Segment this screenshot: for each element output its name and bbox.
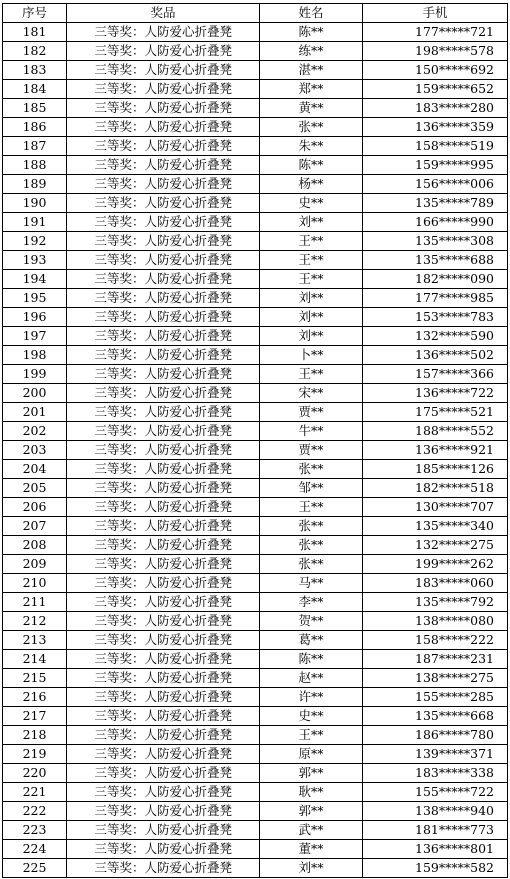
header-row bbox=[3, 4, 508, 23]
table-row bbox=[3, 346, 508, 365]
cell-seq: 207 bbox=[3, 517, 67, 536]
cell-seq: 194 bbox=[3, 270, 67, 289]
table-row bbox=[3, 308, 508, 327]
cell-prize: 三等奖：人防爱心折叠凳 bbox=[67, 99, 260, 118]
cell-phone: 132*****275 bbox=[363, 536, 508, 555]
cell-name: 史** bbox=[260, 707, 363, 726]
cell-prize: 三等奖：人防爱心折叠凳 bbox=[67, 764, 260, 783]
cell-prize: 三等奖：人防爱心折叠凳 bbox=[67, 327, 260, 346]
header-seq: 序号 bbox=[3, 4, 67, 23]
cell-prize: 三等奖：人防爱心折叠凳 bbox=[67, 251, 260, 270]
cell-phone: 199*****262 bbox=[363, 555, 508, 574]
table-row bbox=[3, 42, 508, 61]
cell-phone: 182*****090 bbox=[363, 270, 508, 289]
cell-prize: 三等奖：人防爱心折叠凳 bbox=[67, 270, 260, 289]
cell-phone: 136*****359 bbox=[363, 118, 508, 137]
cell-prize: 三等奖：人防爱心折叠凳 bbox=[67, 498, 260, 517]
cell-name: 李** bbox=[260, 593, 363, 612]
cell-prize: 三等奖：人防爱心折叠凳 bbox=[67, 156, 260, 175]
table-row bbox=[3, 365, 508, 384]
winners-table bbox=[2, 3, 508, 878]
cell-seq: 186 bbox=[3, 118, 67, 137]
cell-prize: 三等奖：人防爱心折叠凳 bbox=[67, 802, 260, 821]
cell-seq: 198 bbox=[3, 346, 67, 365]
cell-phone: 175*****521 bbox=[363, 403, 508, 422]
cell-phone: 135*****688 bbox=[363, 251, 508, 270]
table-row bbox=[3, 460, 508, 479]
cell-prize: 三等奖：人防爱心折叠凳 bbox=[67, 859, 260, 878]
cell-seq: 213 bbox=[3, 631, 67, 650]
cell-phone: 135*****668 bbox=[363, 707, 508, 726]
cell-name: 史** bbox=[260, 194, 363, 213]
cell-prize: 三等奖：人防爱心折叠凳 bbox=[67, 707, 260, 726]
cell-name: 武** bbox=[260, 821, 363, 840]
cell-prize: 三等奖：人防爱心折叠凳 bbox=[67, 745, 260, 764]
cell-prize: 三等奖：人防爱心折叠凳 bbox=[67, 479, 260, 498]
cell-seq: 203 bbox=[3, 441, 67, 460]
cell-seq: 209 bbox=[3, 555, 67, 574]
cell-seq: 200 bbox=[3, 384, 67, 403]
cell-seq: 222 bbox=[3, 802, 67, 821]
table-row bbox=[3, 80, 508, 99]
cell-seq: 183 bbox=[3, 61, 67, 80]
cell-phone: 177*****721 bbox=[363, 23, 508, 42]
cell-phone: 181*****773 bbox=[363, 821, 508, 840]
cell-seq: 195 bbox=[3, 289, 67, 308]
cell-seq: 189 bbox=[3, 175, 67, 194]
cell-seq: 196 bbox=[3, 308, 67, 327]
cell-phone: 157*****366 bbox=[363, 365, 508, 384]
cell-name: 湛** bbox=[260, 61, 363, 80]
cell-name: 董** bbox=[260, 840, 363, 859]
table-row bbox=[3, 422, 508, 441]
cell-phone: 135*****340 bbox=[363, 517, 508, 536]
cell-phone: 156*****006 bbox=[363, 175, 508, 194]
cell-prize: 三等奖：人防爱心折叠凳 bbox=[67, 346, 260, 365]
cell-seq: 218 bbox=[3, 726, 67, 745]
cell-phone: 138*****940 bbox=[363, 802, 508, 821]
table-row bbox=[3, 517, 508, 536]
cell-seq: 206 bbox=[3, 498, 67, 517]
cell-seq: 217 bbox=[3, 707, 67, 726]
cell-name: 葛** bbox=[260, 631, 363, 650]
cell-phone: 186*****780 bbox=[363, 726, 508, 745]
cell-seq: 211 bbox=[3, 593, 67, 612]
cell-name: 陈** bbox=[260, 23, 363, 42]
cell-prize: 三等奖：人防爱心折叠凳 bbox=[67, 669, 260, 688]
table-row bbox=[3, 726, 508, 745]
cell-seq: 215 bbox=[3, 669, 67, 688]
cell-name: 陈** bbox=[260, 650, 363, 669]
cell-phone: 132*****590 bbox=[363, 327, 508, 346]
cell-name: 牛** bbox=[260, 422, 363, 441]
table-row bbox=[3, 232, 508, 251]
cell-phone: 183*****060 bbox=[363, 574, 508, 593]
cell-phone: 135*****308 bbox=[363, 232, 508, 251]
cell-name: 原** bbox=[260, 745, 363, 764]
cell-name: 刘** bbox=[260, 859, 363, 878]
cell-phone: 136*****921 bbox=[363, 441, 508, 460]
table-row bbox=[3, 251, 508, 270]
cell-name: 王** bbox=[260, 726, 363, 745]
cell-phone: 159*****652 bbox=[363, 80, 508, 99]
cell-phone: 139*****371 bbox=[363, 745, 508, 764]
table-row bbox=[3, 650, 508, 669]
cell-seq: 205 bbox=[3, 479, 67, 498]
cell-prize: 三等奖：人防爱心折叠凳 bbox=[67, 783, 260, 802]
table-row bbox=[3, 194, 508, 213]
cell-name: 贾** bbox=[260, 403, 363, 422]
cell-prize: 三等奖：人防爱心折叠凳 bbox=[67, 441, 260, 460]
cell-seq: 224 bbox=[3, 840, 67, 859]
table-row bbox=[3, 574, 508, 593]
cell-phone: 135*****792 bbox=[363, 593, 508, 612]
cell-prize: 三等奖：人防爱心折叠凳 bbox=[67, 574, 260, 593]
table-row bbox=[3, 745, 508, 764]
header-name: 姓名 bbox=[260, 4, 363, 23]
cell-name: 张** bbox=[260, 118, 363, 137]
table-row bbox=[3, 213, 508, 232]
cell-name: 赵** bbox=[260, 669, 363, 688]
cell-name: 卜** bbox=[260, 346, 363, 365]
cell-name: 王** bbox=[260, 498, 363, 517]
cell-name: 张** bbox=[260, 517, 363, 536]
table-row bbox=[3, 61, 508, 80]
cell-name: 宋** bbox=[260, 384, 363, 403]
cell-prize: 三等奖：人防爱心折叠凳 bbox=[67, 42, 260, 61]
table-row bbox=[3, 555, 508, 574]
table-row bbox=[3, 289, 508, 308]
cell-prize: 三等奖：人防爱心折叠凳 bbox=[67, 403, 260, 422]
cell-seq: 191 bbox=[3, 213, 67, 232]
table-row bbox=[3, 156, 508, 175]
cell-prize: 三等奖：人防爱心折叠凳 bbox=[67, 384, 260, 403]
cell-phone: 188*****552 bbox=[363, 422, 508, 441]
cell-prize: 三等奖：人防爱心折叠凳 bbox=[67, 460, 260, 479]
cell-seq: 197 bbox=[3, 327, 67, 346]
cell-name: 郭** bbox=[260, 764, 363, 783]
cell-prize: 三等奖：人防爱心折叠凳 bbox=[67, 726, 260, 745]
winners-table-container bbox=[2, 3, 508, 878]
cell-phone: 138*****080 bbox=[363, 612, 508, 631]
cell-name: 郑** bbox=[260, 80, 363, 99]
cell-prize: 三等奖：人防爱心折叠凳 bbox=[67, 137, 260, 156]
table-row bbox=[3, 840, 508, 859]
cell-phone: 155*****285 bbox=[363, 688, 508, 707]
cell-seq: 223 bbox=[3, 821, 67, 840]
table-row bbox=[3, 384, 508, 403]
cell-phone: 130*****707 bbox=[363, 498, 508, 517]
cell-phone: 183*****338 bbox=[363, 764, 508, 783]
cell-name: 陈** bbox=[260, 156, 363, 175]
cell-seq: 193 bbox=[3, 251, 67, 270]
table-row bbox=[3, 764, 508, 783]
cell-phone: 158*****222 bbox=[363, 631, 508, 650]
cell-seq: 192 bbox=[3, 232, 67, 251]
table-row bbox=[3, 707, 508, 726]
cell-name: 王** bbox=[260, 270, 363, 289]
cell-prize: 三等奖：人防爱心折叠凳 bbox=[67, 61, 260, 80]
cell-seq: 188 bbox=[3, 156, 67, 175]
cell-prize: 三等奖：人防爱心折叠凳 bbox=[67, 688, 260, 707]
cell-phone: 183*****280 bbox=[363, 99, 508, 118]
cell-phone: 177*****985 bbox=[363, 289, 508, 308]
cell-seq: 184 bbox=[3, 80, 67, 99]
cell-prize: 三等奖：人防爱心折叠凳 bbox=[67, 289, 260, 308]
cell-name: 张** bbox=[260, 460, 363, 479]
cell-prize: 三等奖：人防爱心折叠凳 bbox=[67, 365, 260, 384]
cell-seq: 216 bbox=[3, 688, 67, 707]
cell-seq: 181 bbox=[3, 23, 67, 42]
cell-name: 刘** bbox=[260, 327, 363, 346]
table-row bbox=[3, 479, 508, 498]
table-row bbox=[3, 821, 508, 840]
cell-seq: 202 bbox=[3, 422, 67, 441]
cell-seq: 208 bbox=[3, 536, 67, 555]
header-prize: 奖品 bbox=[67, 4, 260, 23]
cell-prize: 三等奖：人防爱心折叠凳 bbox=[67, 536, 260, 555]
table-row bbox=[3, 536, 508, 555]
cell-seq: 219 bbox=[3, 745, 67, 764]
cell-name: 张** bbox=[260, 555, 363, 574]
cell-name: 马** bbox=[260, 574, 363, 593]
cell-phone: 159*****582 bbox=[363, 859, 508, 878]
table-row bbox=[3, 270, 508, 289]
table-row bbox=[3, 118, 508, 137]
cell-name: 刘** bbox=[260, 289, 363, 308]
cell-phone: 166*****990 bbox=[363, 213, 508, 232]
cell-prize: 三等奖：人防爱心折叠凳 bbox=[67, 555, 260, 574]
table-row bbox=[3, 441, 508, 460]
cell-name: 张** bbox=[260, 536, 363, 555]
cell-prize: 三等奖：人防爱心折叠凳 bbox=[67, 23, 260, 42]
cell-name: 刘** bbox=[260, 213, 363, 232]
cell-prize: 三等奖：人防爱心折叠凳 bbox=[67, 821, 260, 840]
table-row bbox=[3, 403, 508, 422]
cell-name: 耿** bbox=[260, 783, 363, 802]
cell-phone: 136*****801 bbox=[363, 840, 508, 859]
cell-prize: 三等奖：人防爱心折叠凳 bbox=[67, 194, 260, 213]
cell-seq: 199 bbox=[3, 365, 67, 384]
table-header bbox=[3, 4, 508, 23]
cell-name: 贾** bbox=[260, 441, 363, 460]
cell-name: 杨** bbox=[260, 175, 363, 194]
cell-seq: 210 bbox=[3, 574, 67, 593]
cell-prize: 三等奖：人防爱心折叠凳 bbox=[67, 517, 260, 536]
cell-seq: 185 bbox=[3, 99, 67, 118]
cell-seq: 212 bbox=[3, 612, 67, 631]
table-row bbox=[3, 859, 508, 878]
cell-name: 朱** bbox=[260, 137, 363, 156]
table-row bbox=[3, 612, 508, 631]
cell-name: 王** bbox=[260, 365, 363, 384]
table-row bbox=[3, 669, 508, 688]
cell-prize: 三等奖：人防爱心折叠凳 bbox=[67, 118, 260, 137]
table-row bbox=[3, 631, 508, 650]
cell-prize: 三等奖：人防爱心折叠凳 bbox=[67, 593, 260, 612]
cell-prize: 三等奖：人防爱心折叠凳 bbox=[67, 80, 260, 99]
cell-prize: 三等奖：人防爱心折叠凳 bbox=[67, 650, 260, 669]
cell-prize: 三等奖：人防爱心折叠凳 bbox=[67, 175, 260, 194]
table-row bbox=[3, 23, 508, 42]
cell-phone: 136*****722 bbox=[363, 384, 508, 403]
cell-prize: 三等奖：人防爱心折叠凳 bbox=[67, 612, 260, 631]
table-row bbox=[3, 783, 508, 802]
cell-phone: 187*****231 bbox=[363, 650, 508, 669]
table-body bbox=[3, 23, 508, 878]
cell-prize: 三等奖：人防爱心折叠凳 bbox=[67, 631, 260, 650]
cell-phone: 136*****502 bbox=[363, 346, 508, 365]
cell-seq: 190 bbox=[3, 194, 67, 213]
cell-seq: 221 bbox=[3, 783, 67, 802]
cell-name: 王** bbox=[260, 251, 363, 270]
table-row bbox=[3, 99, 508, 118]
cell-seq: 204 bbox=[3, 460, 67, 479]
cell-prize: 三等奖：人防爱心折叠凳 bbox=[67, 213, 260, 232]
cell-phone: 158*****519 bbox=[363, 137, 508, 156]
cell-prize: 三等奖：人防爱心折叠凳 bbox=[67, 422, 260, 441]
cell-seq: 201 bbox=[3, 403, 67, 422]
cell-seq: 187 bbox=[3, 137, 67, 156]
table-row bbox=[3, 593, 508, 612]
cell-phone: 182*****518 bbox=[363, 479, 508, 498]
cell-phone: 153*****783 bbox=[363, 308, 508, 327]
cell-name: 王** bbox=[260, 232, 363, 251]
cell-phone: 150*****692 bbox=[363, 61, 508, 80]
table-row bbox=[3, 498, 508, 517]
cell-phone: 198*****578 bbox=[363, 42, 508, 61]
cell-prize: 三等奖：人防爱心折叠凳 bbox=[67, 308, 260, 327]
cell-seq: 214 bbox=[3, 650, 67, 669]
cell-seq: 220 bbox=[3, 764, 67, 783]
cell-phone: 138*****275 bbox=[363, 669, 508, 688]
cell-prize: 三等奖：人防爱心折叠凳 bbox=[67, 840, 260, 859]
table-row bbox=[3, 137, 508, 156]
table-row bbox=[3, 175, 508, 194]
cell-name: 贺** bbox=[260, 612, 363, 631]
table-row bbox=[3, 802, 508, 821]
cell-seq: 225 bbox=[3, 859, 67, 878]
cell-name: 刘** bbox=[260, 308, 363, 327]
cell-name: 黄** bbox=[260, 99, 363, 118]
cell-phone: 185*****126 bbox=[363, 460, 508, 479]
cell-name: 许** bbox=[260, 688, 363, 707]
cell-name: 练** bbox=[260, 42, 363, 61]
cell-name: 邹** bbox=[260, 479, 363, 498]
cell-phone: 135*****789 bbox=[363, 194, 508, 213]
table-row bbox=[3, 688, 508, 707]
cell-seq: 182 bbox=[3, 42, 67, 61]
cell-prize: 三等奖：人防爱心折叠凳 bbox=[67, 232, 260, 251]
cell-phone: 155*****722 bbox=[363, 783, 508, 802]
table-row bbox=[3, 327, 508, 346]
cell-name: 郭** bbox=[260, 802, 363, 821]
header-phone: 手机 bbox=[363, 4, 508, 23]
cell-phone: 159*****995 bbox=[363, 156, 508, 175]
